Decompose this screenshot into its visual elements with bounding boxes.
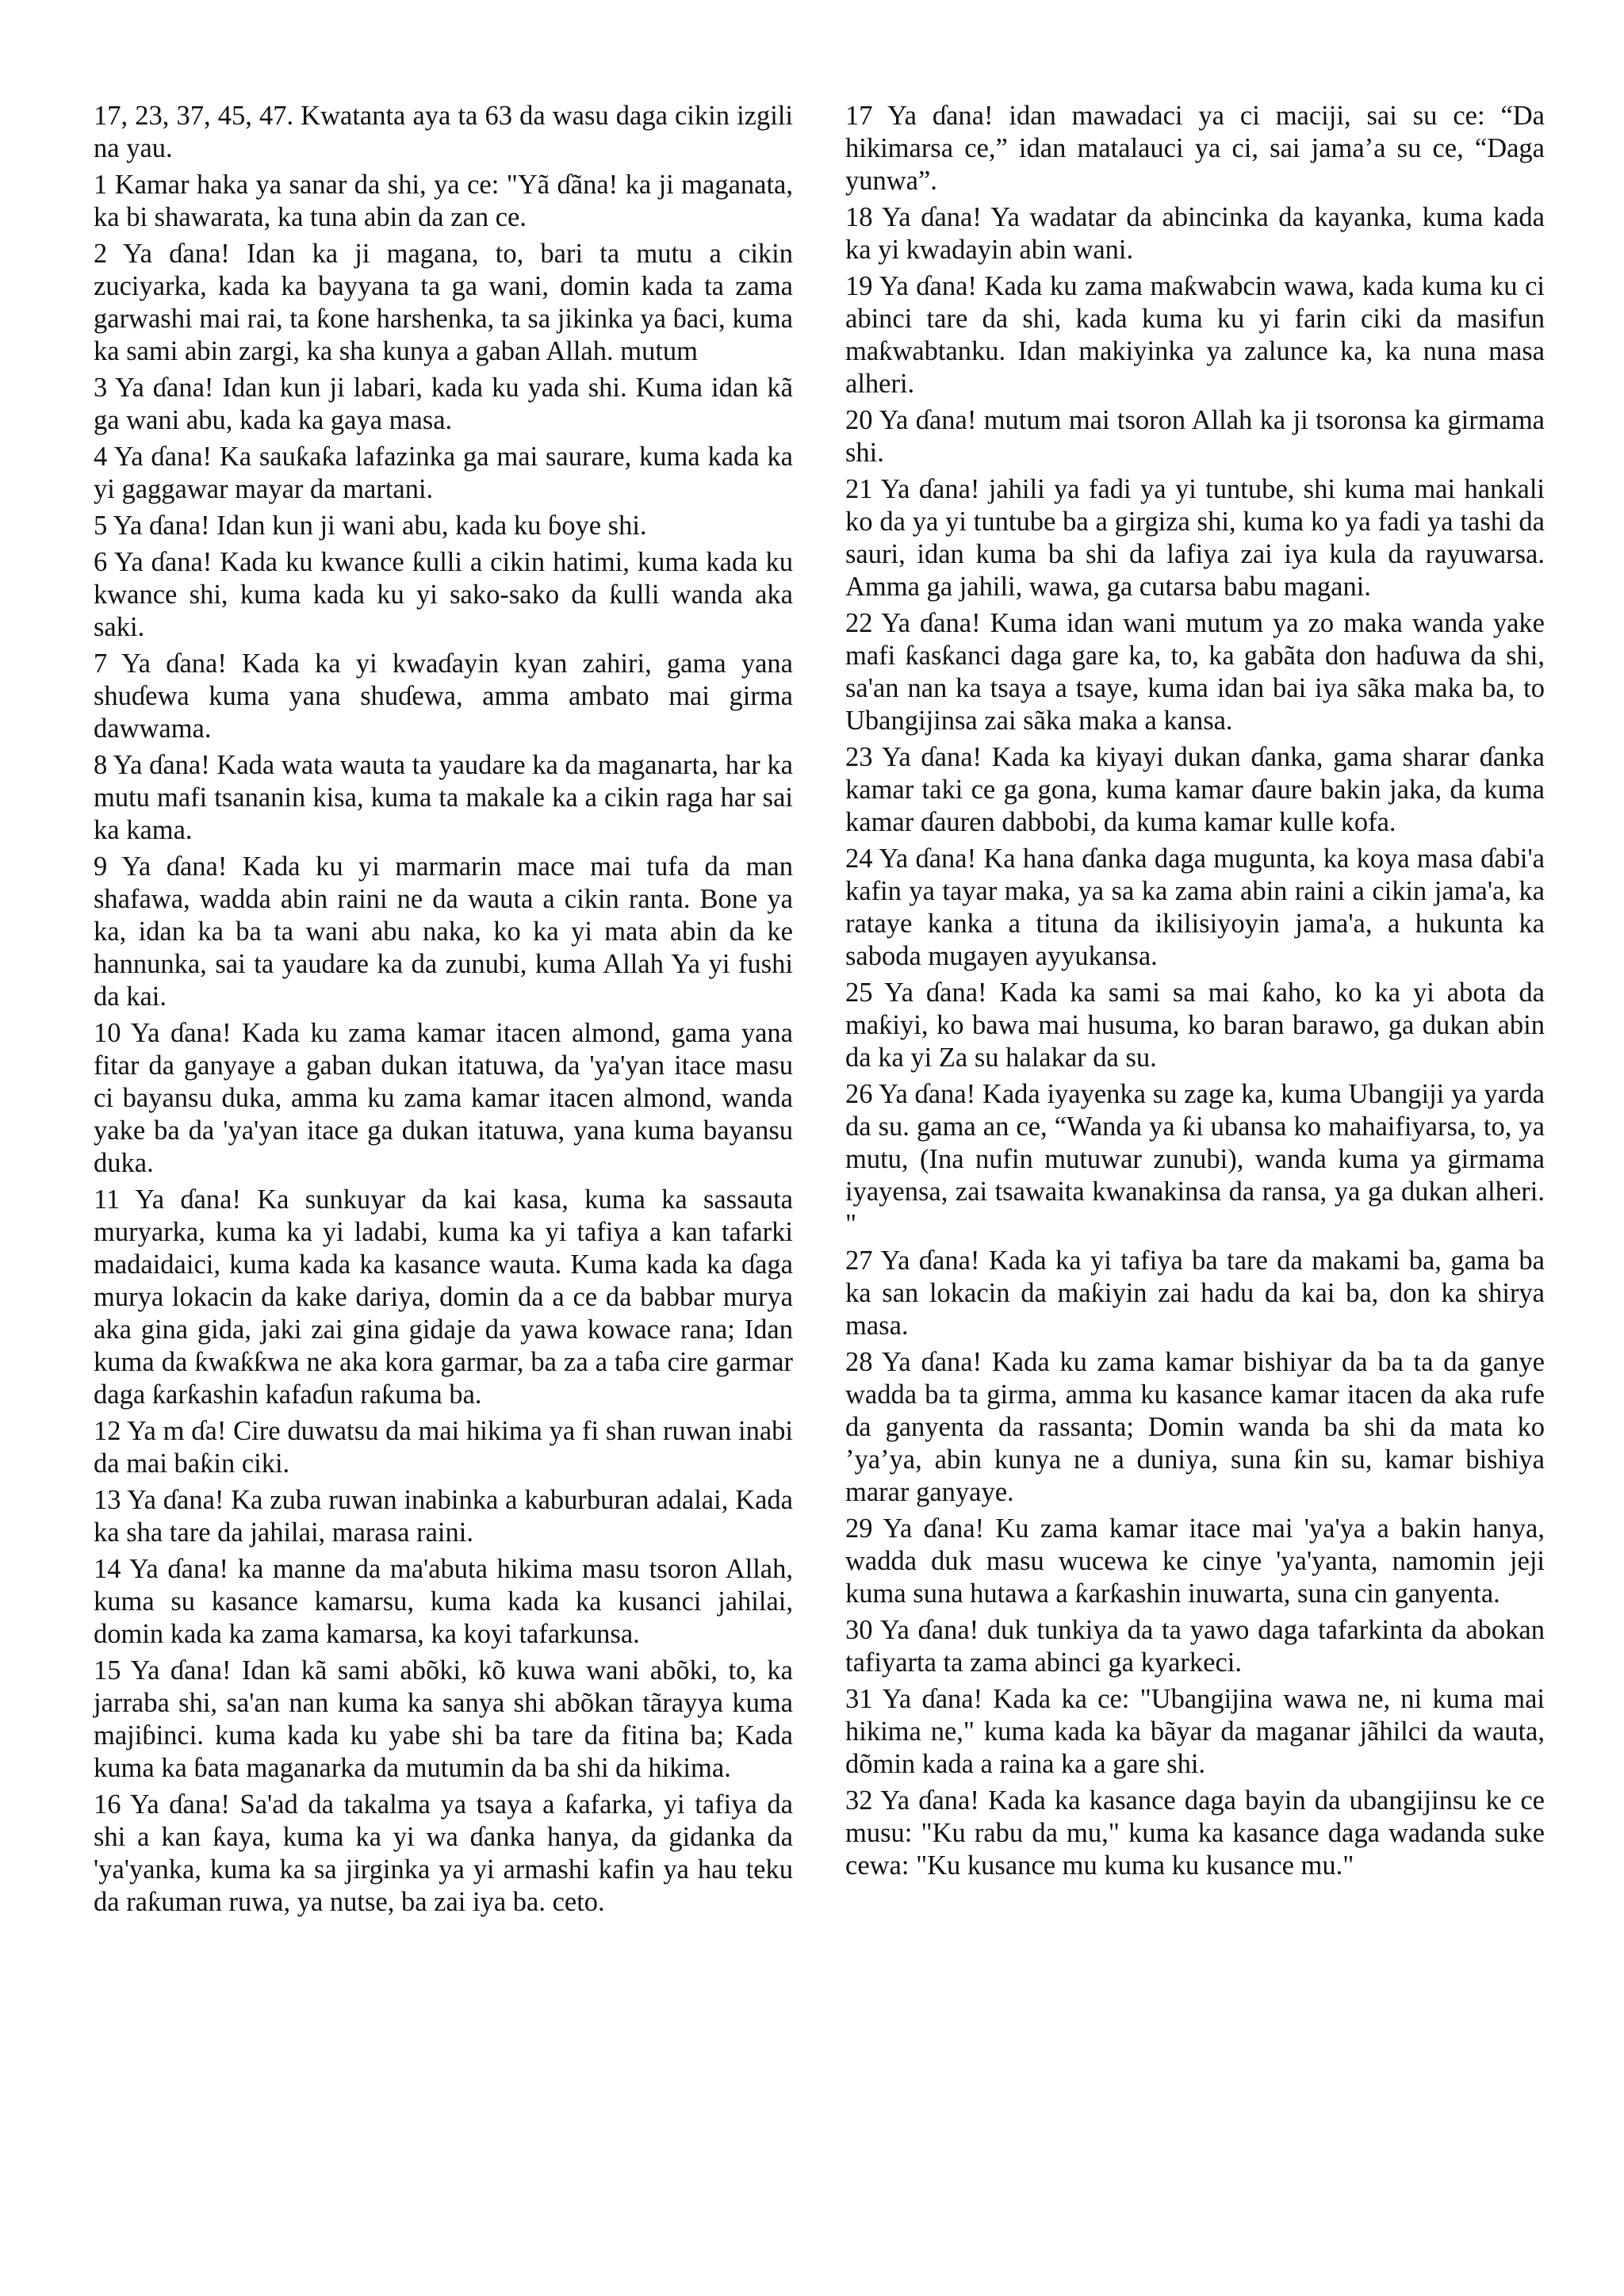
left-column — [94, 100, 793, 2225]
verse-16: 16 Ya ɗana! Sa'ad da takalma ya tsaya a ƙafarka, yi tafiya da shi a kan ƙaya, kuma ka yi wa ɗanka hanya, da gidanka da 'ya'yanka, kuma ka sa jirginka ya yi armashi kafin ya hau teku da raƙuman ruwa, ya nutse, ba zai iya ba. ceto. — [94, 1789, 793, 1917]
verse-13: 13 Ya ɗana! Ka zuba ruwan inabinka a kaburburan adalai, Kada ka sha tare da jahilai, marasa raini. — [94, 1485, 793, 1548]
verse-29: 29 Ya ɗana! Ku zama kamar itace mai 'ya'ya a bakin hanya, wadda duk masu wucewa ke cinye 'ya'yanta, namomin jeji kuma suna hutawa a ƙarƙashin inuwarta, suna cin ganyenta. — [845, 1513, 1545, 1609]
verse-28: 28 Ya ɗana! Kada ku zama kamar bishiyar da ba ta da ganye wadda ba ta girma, amma ku kasance kamar itacen da aka rufe da ganyenta da rassanta; Domin wanda ba shi da mata ko ’ya’ya, abin kunya ne a duniya, suna ƙin su, kamar bishiya marar ganyaye. — [845, 1347, 1545, 1507]
verse-11: 11 Ya ɗana! Ka sunkuyar da kai kasa, kuma ka sassauta muryarka, kuma ka yi ladabi, kuma ka yi tafiya a kan tafarki madaidaici, kuma kada ka kasance wauta. Kuma kada ka ɗaga murya lokacin da kake dariya, domin da a ce da babbar murya aka gina gida, jaki zai gina gidaje da yawa kowace rana; Idan kuma da ƙwaƙƙwa ne aka kora garmar, ba za a taɓa cire garmar daga ƙarƙashin kafaɗun raƙuma ba. — [94, 1184, 793, 1410]
verse-15: 15 Ya ɗana! Idan kã sami abõki, kõ kuwa wani abõki, to, ka jarraba shi, sa'an nan kuma ka sanya shi abõkan tãrayya kuma majiɓinci. kuma kada ku yabe shi ba tare da fitina ba; Kada kuma ka ɓata maganarka da mutumin da ba shi da hikima. — [94, 1655, 793, 1783]
verse-4: 4 Ya ɗana! Ka sauƙaƙa lafazinka ga mai saurare, kuma kada ka yi gaggawar mayar da martani. — [94, 442, 793, 504]
verse-5: 5 Ya ɗana! Idan kun ji wani abu, kada ku ɓoye shi. — [94, 511, 647, 541]
verse-27: 27 Ya ɗana! Kada ka yi tafiya ba tare da makami ba, gama ba ka san lokacin da maƙiyin zai hadu da kai ba, don ka shirya masa. — [845, 1246, 1545, 1341]
verse-30: 30 Ya ɗana! duk tunkiya da ta yawo daga tafarkinta da abokan tafiyarta ta zama abinci ga kyarkeci. — [845, 1615, 1545, 1678]
verse-21: 21 Ya ɗana! jahili ya fadi ya yi tuntube, shi kuma mai hankali ko da ya yi tuntube ba a girgiza shi, kuma ko ya fadi ya tashi da sauri, idan kuma ba shi da lafiya zai iya kula da rayuwarsa. Amma ga jahili, wawa, ga cutarsa babu magani. — [845, 474, 1545, 602]
document-page — [94, 100, 1545, 2225]
verse-23: 23 Ya ɗana! Kada ka kiyayi dukan ɗanka, gama sharar ɗanka kamar taki ce ga gona, kuma kamar ɗaure bakin jaka, da kuma kamar ɗauren dabbobi, da kuma kamar kulle kofa. — [845, 742, 1545, 837]
verse-6: 6 Ya ɗana! Kada ku kwance ƙulli a cikin hatimi, kuma kada ku kwance shi, kuma kada ku yi sako-sako da ƙulli wanda aka saki. — [94, 547, 793, 642]
verse-1: 1 Kamar haka ya sanar da shi, ya ce: "Yã ɗãna! ka ji maganata, ka bi shawarata, ka tuna abin da zan ce. — [94, 170, 793, 232]
verse-7: 7 Ya ɗana! Kada ka yi kwaɗayin kyan zahiri, gama yana shuɗewa kuma yana shuɗewa, amma ambato mai girma dawwama. — [94, 649, 793, 744]
verse-18: 18 Ya ɗana! Ya wadatar da abincinka da kayanka, kuma kada ka yi kwadayin abin wani. — [845, 202, 1545, 265]
verse-10: 10 Ya ɗana! Kada ku zama kamar itacen almond, gama yana fitar da ganyaye a gaban dukan itatuwa, da 'ya'yan itace masu ci bayansu duka, amma ku zama kamar itacen almond, wanda yake ba da 'ya'yan itace ga dukan itatuwa, yana kuma bayansu duka. — [94, 1018, 793, 1178]
verse-31: 31 Ya ɗana! Kada ka ce: "Ubangijina wawa ne, ni kuma mai hikima ne," kuma kada ka bãyar da maganar jãhilci da wauta, dõmin kada a raina ka a gare shi. — [845, 1684, 1545, 1779]
verse-12: 12 Ya m ɗa! Cire duwatsu da mai hikima ya fi shan ruwan inabi da mai baƙin ciki. — [94, 1416, 793, 1479]
verse-3: 3 Ya ɗana! Idan kun ji labari, kada ku yada shi. Kuma idan kã ga wani abu, kada ka gaya masa. — [94, 373, 793, 435]
verse-17: 17 Ya ɗana! idan mawadaci ya ci maciji, sai su ce: “Da hikimarsa ce,” idan matalauci ya ci, sai jama’a su ce, “Daga yunwa”. — [845, 101, 1545, 196]
verse-26: 26 Ya ɗana! Kada iyayenka su zage ka, kuma Ubangiji ya yarda da su. gama an ce, “Wanda ya ƙi ubansa ko mahaifiyarsa, to, ya mutu, (Ina nufin mutuwar zunubi), wanda kuma ya girmama iyayensa, zai tsawaita kwanakinsa da ransa, ya ga dukan alheri. " — [845, 1079, 1545, 1239]
verse-20: 20 Ya ɗana! mutum mai tsoron Allah ka ji tsoronsa ka girmama shi. — [845, 405, 1545, 468]
verse-2: 2 Ya ɗana! Idan ka ji magana, to, bari ta mutu a cikin zuciyarka, kada ka bayyana ta ga wani, domin kada ta zama garwashi mai rai, ta ƙone harshenka, ta sa jikinka ya ɓaci, kuma ka sami abin zargi, ka sha kunya a gaban Allah. mutum — [94, 239, 793, 366]
right-column — [845, 100, 1545, 2225]
verse-22: 22 Ya ɗana! Kuma idan wani mutum ya zo maka wanda yake mafi ƙasƙanci daga gare ka, to, ka gabãta don haɗuwa da shi, sa'an nan ka tsaya a tsaye, kuma idan bai iya sãka maka ba, to Ubangijinsa zai sãka maka a kansa. — [845, 608, 1545, 736]
verse-25: 25 Ya ɗana! Kada ka sami sa mai ƙaho, ko ka yi abota da maƙiyi, ko bawa mai husuma, ko baran barawo, ga dukan abin da ka yi Za su halakar da su. — [845, 978, 1545, 1073]
verse-9: 9 Ya ɗana! Kada ku yi marmarin mace mai tufa da man shafawa, wadda abin raini ne da wauta a cikin ranta. Bone ya ka, idan ka ba ta wani abu naka, ko ka yi mata abin da ke hannunka, sai ta yaudare ka da zunubi, kuma Allah Ya yi fushi da kai. — [94, 851, 793, 1012]
verse-14: 14 Ya ɗana! ka manne da ma'abuta hikima masu tsoron Allah, kuma su kasance kamarsu, kuma kada ka kusanci jahilai, domin kada ka zama kamarsa, ka koyi tafarkunsa. — [94, 1554, 793, 1649]
verse-32: 32 Ya ɗana! Kada ka kasance daga bayin da ubangijinsu ke ce musu: "Ku rabu da mu," kuma ka kasance daga wadanda suke cewa: "Ku kusance mu kuma ku kusance mu." — [845, 1785, 1545, 1881]
verse-24: 24 Ya ɗana! Ka hana ɗanka daga mugunta, ka koya masa ɗabi'a kafin ya tayar maka, ya sa ka zama abin raini a cikin jama'a, ka rataye kanka a tituna da ikilisiyoyin jama'a, a hukunta ka saboda mugayen ayyukansa. — [845, 844, 1545, 971]
paragraph-intro: 17, 23, 37, 45, 47. Kwatanta aya ta 63 da wasu daga cikin izgili na yau. — [94, 101, 793, 163]
verse-8: 8 Ya ɗana! Kada wata wauta ta yaudare ka da maganarta, har ka mutu mafi tsananin kisa, kuma ta makale ka a cikin raga har sai ka kama. — [94, 750, 793, 845]
verse-19: 19 Ya ɗana! Kada ku zama maƙwabcin wawa, kada kuma ku ci abinci tare da shi, kada kuma ku yi farin ciki da masifun maƙwabtanku. Idan makiyinka ya zalunce ka, ka nuna masa alheri. — [845, 271, 1545, 399]
